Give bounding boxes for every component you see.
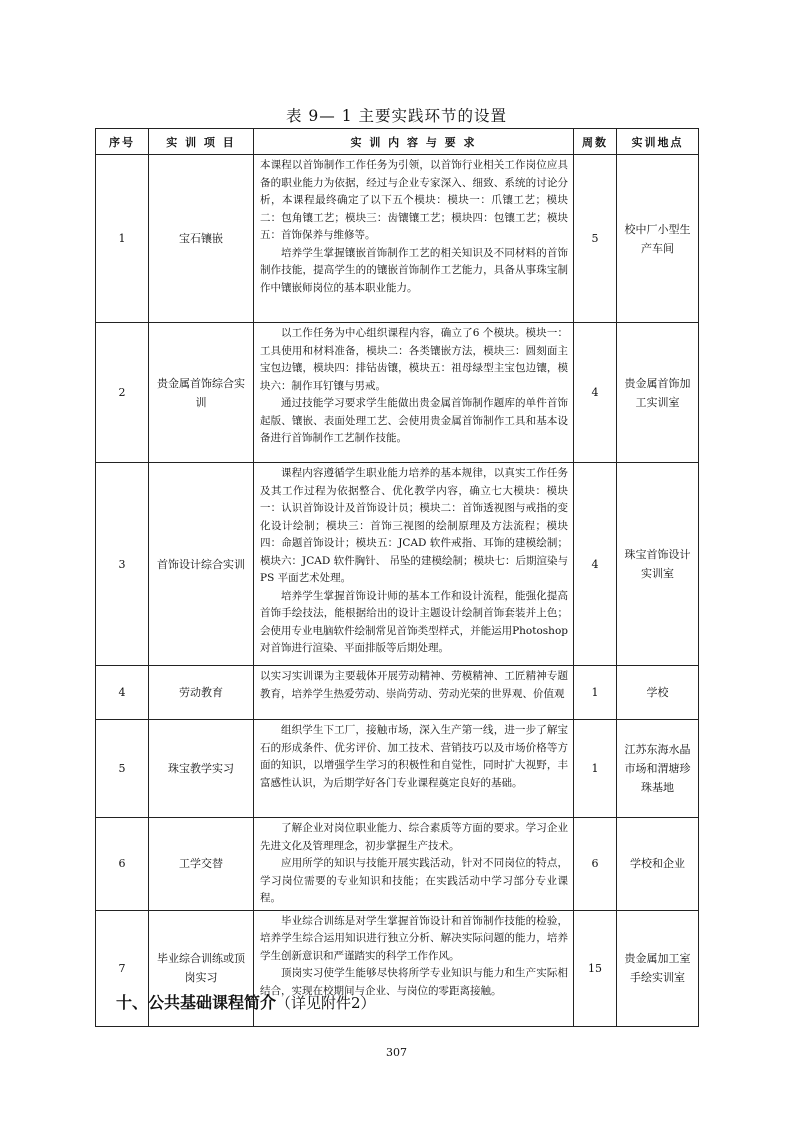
page-number: 307	[386, 1046, 407, 1059]
row-content	[254, 155, 574, 323]
row-item: 首饰设计综合实训	[149, 463, 254, 666]
section-heading	[116, 990, 376, 1013]
row-content-paragraph: 通过技能学习要求学生能做出贵金属首饰制作题库的单件首饰起版、镶嵌、表面处理工艺、会使用贵金属首饰制作工具和基本设备进行首饰制作工艺制作技能。	[260, 397, 568, 444]
row-content-paragraph: 了解企业对岗位职业能力、综合素质等方面的要求。学习企业先进文化及管理理念，初步掌握生产技术。	[260, 822, 568, 852]
row-content-paragraph: 以工作任务为中心组织课程内容，确立了6 个模块。模块一：工具使用和材料准备，模块二：各类镶嵌方法，模块三：圆刻面主宝包边镶，模块四：排钻齿镶，模块五：祖母绿型主宝包边镶，模块六：制作耳钉镶与男戒。	[260, 327, 568, 392]
row-item: 劳动教育	[149, 666, 254, 720]
row-item: 工学交替	[149, 818, 254, 911]
row-content	[254, 463, 574, 666]
table-row	[96, 818, 699, 911]
row-place: 贵金属首饰加工实训室	[617, 323, 699, 463]
header-item: 实 训 项 目	[149, 129, 254, 155]
row-no: 1	[96, 155, 149, 323]
row-weeks: 5	[574, 155, 617, 323]
row-content-paragraph: 课程内容遵循学生职业能力培养的基本规律，以真实工作任务及其工作过程为依据整合、优化教学内容，确立七大模块：模块一：认识首饰设计及首饰设计员；模块二：首饰透视图与戒指的变化设计绘制；模块三：首饰三视图的绘制原理及方法流程；模块四：命题首饰设计；模块五：JCAD 软件戒指、耳饰的建模绘制；模块六：JCAD 软件胸针、 吊坠的建模绘制；模块七：后期渲染与PS 平面艺术处理。	[260, 467, 568, 584]
row-place: 江苏东海水晶市场和渭塘珍珠基地	[617, 720, 699, 818]
row-item: 珠宝教学实习	[149, 720, 254, 818]
row-content	[254, 720, 574, 818]
header-content: 实 训 内 容 与 要 求	[254, 129, 574, 155]
practice-table	[95, 128, 699, 1027]
table-header-row	[96, 129, 699, 155]
table-row	[96, 323, 699, 463]
row-content-paragraph: 组织学生下工厂，接触市场，深入生产第一线，进一步了解宝石的形成条件、优劣评价、加工技术、营销技巧以及市场价格等方面的知识，以增强学生学习的积极性和自觉性，同时扩大视野，丰富感性认识，为后期学好各门专业课程奠定良好的基础。	[260, 724, 568, 789]
row-weeks: 1	[574, 720, 617, 818]
header-weeks: 周数	[574, 129, 617, 155]
table-row	[96, 720, 699, 818]
row-no: 7	[96, 910, 149, 1026]
row-no: 3	[96, 463, 149, 666]
row-place: 珠宝首饰设计实训室	[617, 463, 699, 666]
row-content	[254, 323, 574, 463]
row-content-paragraph: 顶岗实习使学生能够尽快将所学专业知识与能力和生产实际相结合，实现在校期间与企业、与岗位的零距离接触。	[260, 967, 568, 997]
row-content	[254, 666, 574, 720]
row-place: 贵金属加工室手绘实训室	[617, 910, 699, 1026]
row-weeks: 15	[574, 910, 617, 1026]
row-no: 5	[96, 720, 149, 818]
row-content	[254, 818, 574, 911]
row-no: 4	[96, 666, 149, 720]
row-place: 学校和企业	[617, 818, 699, 911]
table-row	[96, 155, 699, 323]
row-place: 校中厂小型生产车间	[617, 155, 699, 323]
section-heading-note: （详见附件2）	[276, 994, 376, 1012]
row-item: 宝石镶嵌	[149, 155, 254, 323]
row-no: 6	[96, 818, 149, 911]
table-row	[96, 666, 699, 720]
row-content-paragraph: 以实习实训课为主要载体开展劳动精神、劳模精神、工匠精神专题教育，培养学生热爱劳动、崇尚劳动、劳动光荣的世界观、价值观	[260, 670, 568, 700]
row-weeks: 1	[574, 666, 617, 720]
row-content-paragraph: 培养学生掌握镶嵌首饰制作工艺的相关知识及不同材料的首饰制作技能，提高学生的的镶嵌首饰制作工艺能力，具备从事珠宝制作中镶嵌师岗位的基本职业能力。	[260, 246, 568, 294]
table-row	[96, 463, 699, 666]
row-content-paragraph: 应用所学的知识与技能开展实践活动，针对不同岗位的特点，学习岗位需要的专业知识和技能；在实践活动中学习部分专业课程。	[260, 857, 568, 904]
row-content-paragraph: 培养学生掌握首饰设计师的基本工作和设计流程，能强化提高首饰手绘技法，能根据给出的设计主题设计绘制首饰套装并上色；会使用专业电脑软件绘制常见首饰类型样式，并能运用Photoshop 对首饰进行渲染、平面排版等后期处理。	[260, 589, 568, 654]
row-no: 2	[96, 323, 149, 463]
row-content-paragraph: 本课程以首饰制作工作任务为引领，以首饰行业相关工作岗位应具备的职业能力为依据，经过与企业专家深入、细致、系统的讨论分析，本课程最终确定了以下五个模块：模块一：爪镶工艺；模块二：包角镶工艺；模块三：齿镶镶工艺；模块四：包镶工艺；模块五：首饰保养与维修等。	[260, 159, 568, 241]
row-weeks: 4	[574, 323, 617, 463]
row-item: 毕业综合训练或顶岗实习	[149, 910, 254, 1026]
row-weeks: 6	[574, 818, 617, 911]
row-weeks: 4	[574, 463, 617, 666]
row-item: 贵金属首饰综合实训	[149, 323, 254, 463]
header-place: 实训地点	[617, 129, 699, 155]
header-no: 序号	[96, 129, 149, 155]
row-place: 学校	[617, 666, 699, 720]
table-caption: 表 9— 1 主要实践环节的设置	[285, 107, 507, 125]
section-heading-text: 十、公共基础课程简介	[116, 993, 277, 1012]
row-content-paragraph: 毕业综合训练是对学生掌握首饰设计和首饰制作技能的检验，培养学生综合运用知识进行独立分析、解决实际问题的能力，培养学生创新意识和严谨踏实的科学工作作风。	[260, 914, 568, 962]
